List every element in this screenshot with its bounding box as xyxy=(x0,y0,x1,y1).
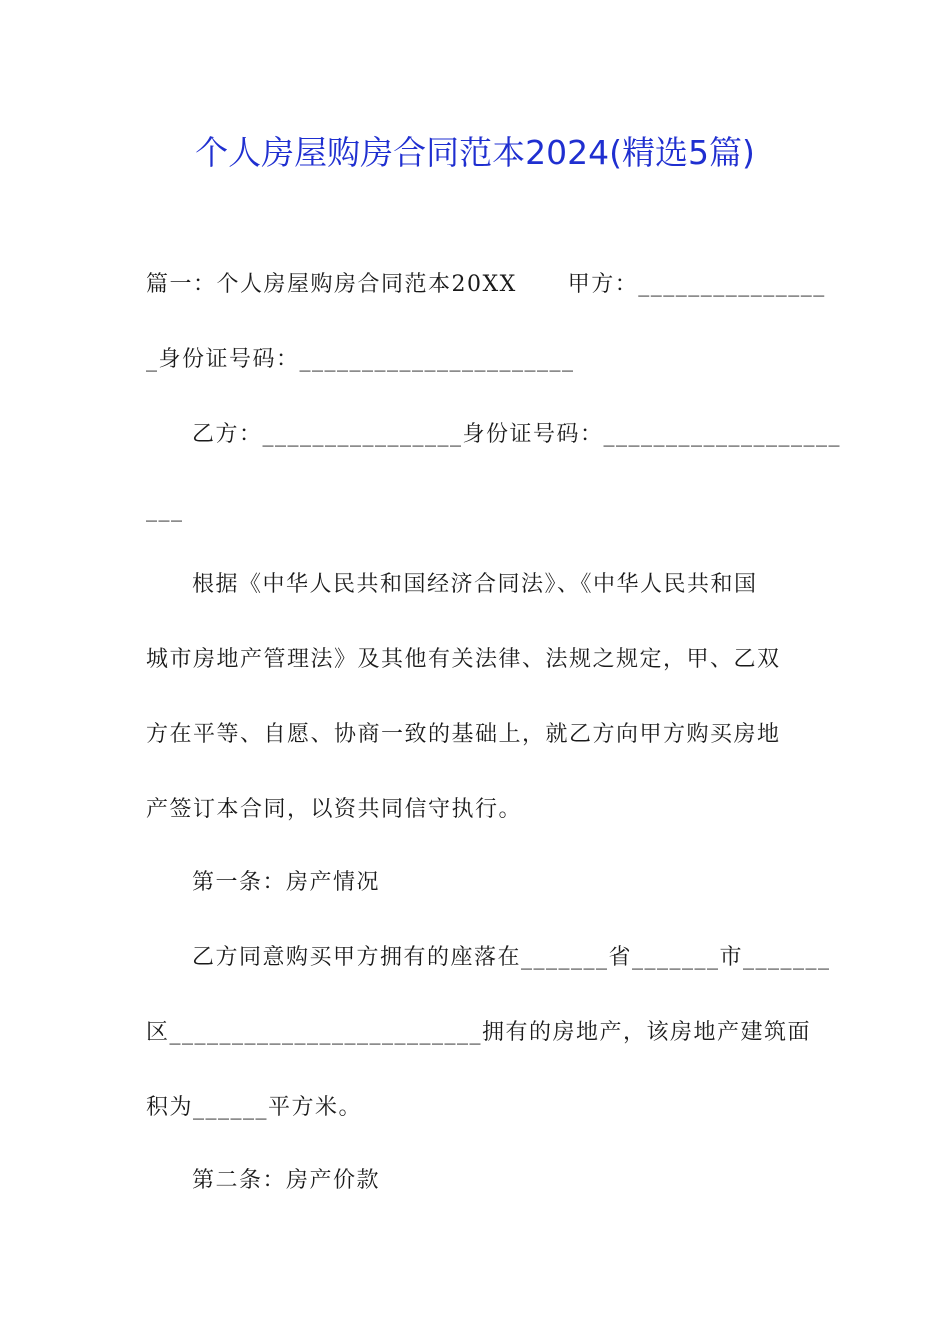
text-line-2: _身份证号码：______________________ xyxy=(146,347,575,372)
section-heading-1: 第一条：房产情况 xyxy=(192,870,381,895)
text-line-4: ___ xyxy=(146,497,184,522)
text-line-3: 乙方：________________身份证号码：___________________ xyxy=(192,422,842,447)
text-line-6: 城市房地产管理法》及其他有关法律、法规之规定，甲、乙双 xyxy=(146,647,781,672)
text-line-9: 乙方同意购买甲方拥有的座落在_______省_______市_______ xyxy=(192,945,831,970)
document-title: 个人房屋购房合同范本2024(精选5篇) xyxy=(195,133,755,172)
text-line-7: 方在平等、自愿、协商一致的基础上，就乙方向甲方购买房地 xyxy=(146,722,781,747)
text-line-8: 产签订本合同，以资共同信守执行。 xyxy=(146,797,523,822)
text-line-5: 根据《中华人民共和国经济合同法》、《中华人民共和国 xyxy=(192,572,758,597)
text-line-1: 篇一：个人房屋购房合同范本20XX 甲方：_______________ xyxy=(146,272,826,297)
text-line-10: 区_________________________拥有的房地产，该房地产建筑面 xyxy=(146,1020,812,1045)
text-line-11: 积为______平方米。 xyxy=(146,1095,363,1120)
section-heading-2: 第二条：房产价款 xyxy=(192,1168,381,1193)
